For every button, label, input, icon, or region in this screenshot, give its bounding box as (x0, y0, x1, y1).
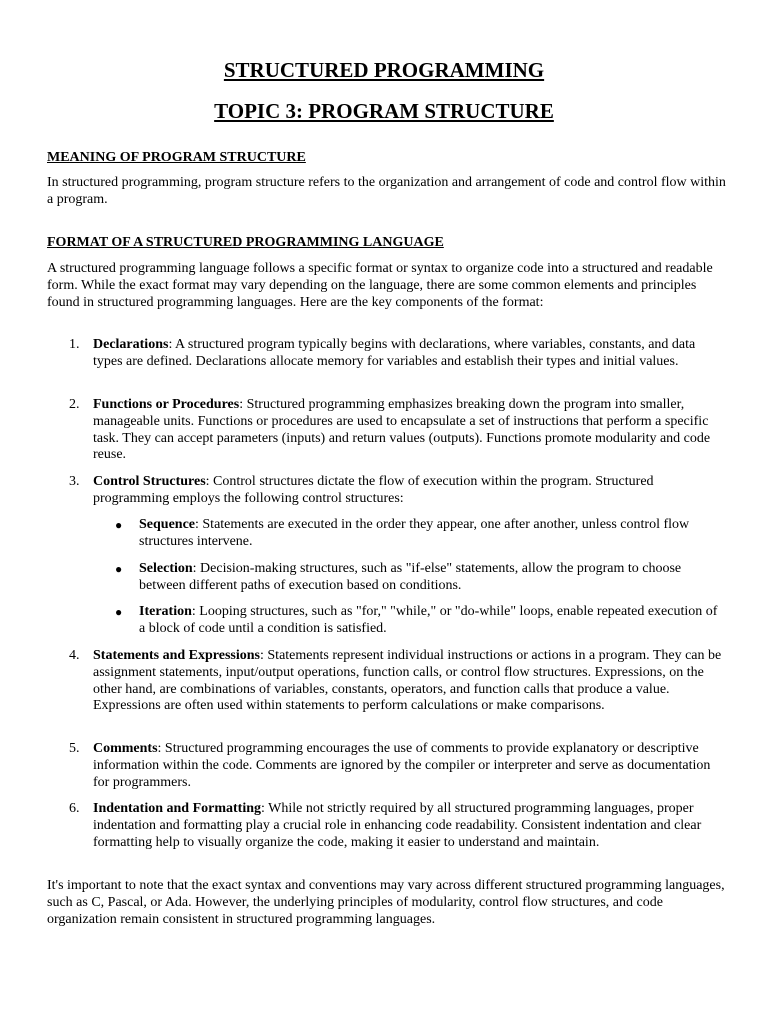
list-item-body (93, 337, 727, 371)
list-number: 5. (69, 741, 80, 756)
bullet-item-body (139, 561, 727, 595)
bullet-item-body (139, 604, 727, 638)
list-item-statements (47, 648, 727, 715)
list-item-term: Functions or Procedures (93, 397, 240, 412)
document-subtitle: TOPIC 3: PROGRAM STRUCTURE (214, 99, 554, 123)
list-item-text: : Statements represent individual instructions or actions in a program. They can be assignment statements, input/output operations, function calls, or control flow structures. Expressions, on the other hand, are combinations of variables, constants, operators, and function calls that produce a value. Expressions are often used within statements to perform calculations or make comparisons. (93, 648, 722, 714)
list-item-text: : Structured programming emphasizes breaking down the program into smaller, manageable units. Functions or procedures are used to encapsulate a set of instructions that perform a specific task. They can accept parameters (inputs) and return values (outputs). Functions promote modularity and code reuse. (93, 397, 711, 463)
section-heading-format: FORMAT OF A STRUCTURED PROGRAMMING LANGUAGE (47, 235, 444, 250)
list-item-body (93, 474, 727, 508)
list-item-body (93, 397, 727, 464)
closing-paragraph: It's important to note that the exact syntax and conventions may vary across different structured programming languages, such as C, Pascal, or Ada. However, the underlying principles of modularity, control flow structures, and code organization remain consistent in structured programming languages. (47, 878, 725, 927)
bullet-item-text: : Decision-making structures, such as "if-else" statements, allow the program to choose between different paths of execution based on conditions. (139, 561, 682, 593)
document-title: STRUCTURED PROGRAMMING (223, 58, 545, 82)
list-item-term: Comments (93, 741, 158, 756)
list-item-body (93, 741, 727, 791)
bullet-item-term: Iteration (139, 604, 192, 619)
format-intro-paragraph: A structured programming language follows a specific format or syntax to organize code into a structured and readable form. While the exact format may vary depending on the language, there are some common elements and principles found in structured programming languages. Here are the key components of the format: (47, 261, 713, 310)
bullet-item-body (139, 517, 727, 551)
list-item-term: Statements and Expressions (93, 648, 260, 663)
bullet-item-text: : Statements are executed in the order they appear, one after another, unless control flow structures intervene. (139, 517, 690, 549)
list-item-text: : Control structures dictate the flow of execution within the program. Structured programming employs the following control structures: (93, 474, 654, 506)
bullet-item-text: : Looping structures, such as "for," "while," or "do-while" loops, enable repeated execution of a block of code until a condition is satisfied. (139, 604, 718, 636)
list-item-control-structures (47, 474, 727, 508)
bullet-icon: ● (115, 605, 123, 619)
list-item-text: : Structured programming encourages the use of comments to provide explanatory or descriptive information within the code. Comments are ignored by the compiler or interpreter and serve as documentation for programmers. (93, 741, 711, 790)
list-item-term: Declarations (93, 337, 169, 352)
list-item-term: Indentation and Formatting (93, 801, 262, 816)
list-number: 3. (69, 474, 80, 489)
section-heading-meaning: MEANING OF PROGRAM STRUCTURE (47, 150, 306, 165)
meaning-paragraph: In structured programming, program structure refers to the organization and arrangement of code and control flow within a program. (47, 175, 726, 207)
list-item-declarations (47, 337, 727, 371)
list-item-body (93, 648, 727, 715)
list-number: 6. (69, 801, 80, 816)
bullet-icon: ● (115, 518, 123, 532)
bullet-item-term: Selection (139, 561, 193, 576)
bullet-item-selection (47, 561, 727, 595)
list-item-comments (47, 741, 727, 791)
bullet-icon: ● (115, 562, 123, 576)
bullet-item-iteration (47, 604, 727, 638)
list-item-text: : While not strictly required by all structured programming languages, proper indentation and formatting play a crucial role in enhancing code readability. Consistent indentation and clear formatting help to visually organize the code, making it easier to understand and maintain. (93, 801, 702, 850)
list-item-term: Control Structures (93, 474, 206, 489)
bullet-item-sequence (47, 517, 727, 551)
bullet-item-term: Sequence (139, 517, 195, 532)
list-number: 2. (69, 397, 80, 412)
list-item-functions (47, 397, 727, 464)
list-number: 4. (69, 648, 80, 663)
list-item-indentation (47, 801, 727, 851)
list-item-text: : A structured program typically begins with declarations, where variables, constants, and data types are defined. Declarations allocate memory for variables and establish their types and initial values. (93, 337, 696, 369)
list-item-body (93, 801, 727, 851)
list-number: 1. (69, 337, 80, 352)
